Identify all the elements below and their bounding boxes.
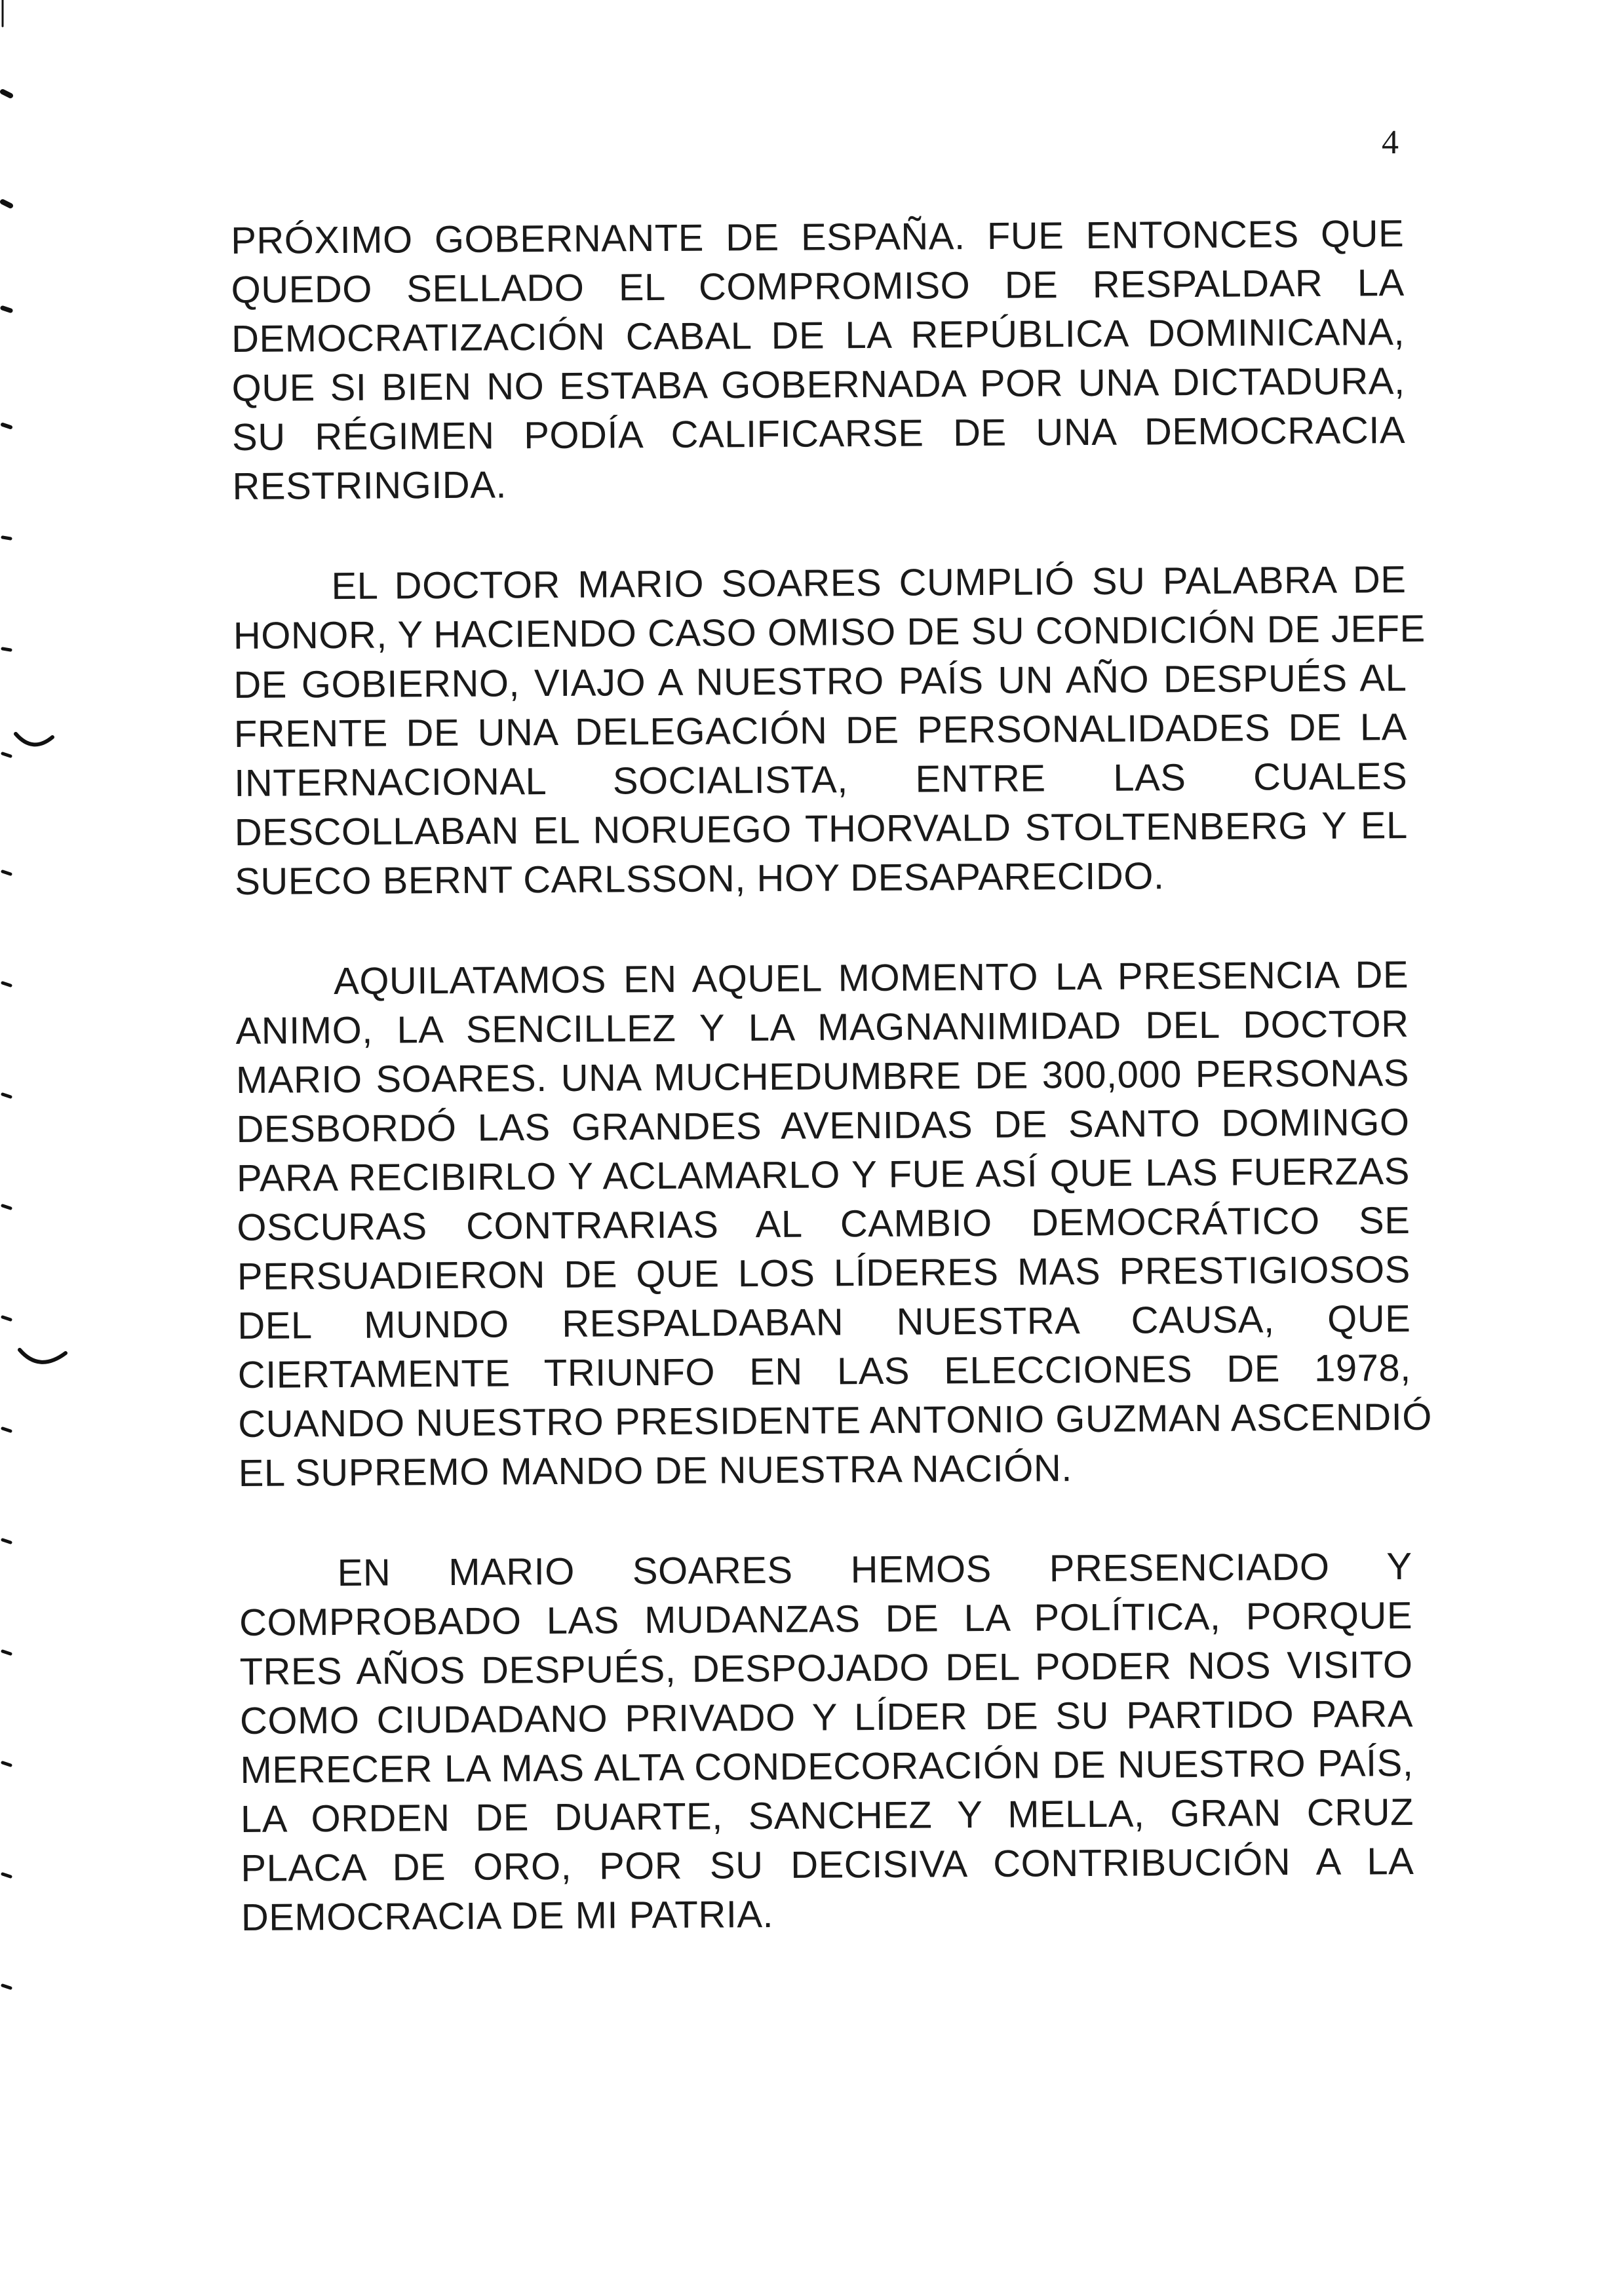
text-line: MERECER LA MAS ALTA CONDECORACIÓN DE NUESTRO PAÍS, bbox=[240, 1742, 1414, 1791]
text-line: INTERNACIONAL SOCIALISTA, ENTRE LAS CUALES bbox=[234, 755, 1408, 805]
text-line: PERSUADIERON DE QUE LOS LÍDERES MAS PRESTIGIOSOS bbox=[237, 1248, 1411, 1298]
page-number: 4 bbox=[1382, 124, 1399, 161]
text-line: RESTRINGIDA. bbox=[232, 463, 507, 508]
text-line: DEL MUNDO RESPALDABAN NUESTRA CAUSA, QUE bbox=[237, 1297, 1411, 1347]
text-line: COMO CIUDADANO PRIVADO Y LÍDER DE SU PARTIDO PARA bbox=[239, 1693, 1414, 1742]
text-line: QUEDO SELLADO EL COMPROMISO DE RESPALDAR LA bbox=[231, 261, 1405, 311]
text-line: ANIMO, LA SENCILLEZ Y LA MAGNANIMIDAD DEL DOCTOR bbox=[235, 1003, 1409, 1052]
text-line: EL DOCTOR MARIO SOARES CUMPLIÓ SU PALABRA DE bbox=[331, 558, 1407, 608]
text-line: EL SUPREMO MANDO DE NUESTRA NACIÓN. bbox=[238, 1447, 1073, 1495]
text-line: MARIO SOARES. UNA MUCHEDUMBRE DE 300,000 PERSONAS bbox=[235, 1052, 1410, 1101]
text-line: SU RÉGIMEN PODÍA CALIFICARSE DE UNA DEMOCRACIA bbox=[231, 409, 1406, 459]
text-line: OSCURAS CONTRARIAS AL CAMBIO DEMOCRÁTICO SE bbox=[237, 1199, 1411, 1249]
text-line: AQUILATAMOS EN AQUEL MOMENTO LA PRESENCIA DE bbox=[333, 953, 1409, 1003]
text-line: FRENTE DE UNA DELEGACIÓN DE PERSONALIDADES DE LA bbox=[233, 706, 1407, 756]
text-line: CUANDO NUESTRO PRESIDENTE ANTONIO GUZMAN ASCENDIÓ bbox=[238, 1395, 1433, 1445]
scan-binding-marks bbox=[0, 0, 92, 2296]
text-line: CIERTAMENTE TRIUNFO EN LAS ELECCIONES DE 1978, bbox=[237, 1347, 1411, 1396]
paragraph-3 bbox=[235, 950, 1433, 1498]
text-line: EN MARIO SOARES HEMOS PRESENCIADO Y bbox=[337, 1545, 1412, 1595]
text-line: DEMOCRATIZACIÓN CABAL DE LA REPÚBLICA DOMINICANA, bbox=[231, 311, 1405, 360]
paragraph-2 bbox=[233, 555, 1426, 906]
document-body bbox=[231, 209, 1433, 1993]
text-line: DESCOLLABAN EL NORUEGO THORVALD STOLTENBERG Y EL bbox=[234, 804, 1408, 854]
text-line: QUE SI BIEN NO ESTABA GOBERNADA POR UNA DICTADURA, bbox=[231, 360, 1405, 410]
text-line: PARA RECIBIRLO Y ACLAMARLO Y FUE ASÍ QUE LAS FUERZAS bbox=[236, 1150, 1411, 1200]
paragraph-1 bbox=[231, 209, 1406, 511]
text-line: DEMOCRACIA DE MI PATRIA. bbox=[241, 1892, 774, 1939]
text-line: HONOR, Y HACIENDO CASO OMISO DE SU CONDICIÓN DE JEFE bbox=[233, 607, 1426, 657]
text-line: SUECO BERNT CARLSSON, HOY DESAPARECIDO. bbox=[235, 854, 1165, 903]
text-line: DE GOBIERNO, VIAJO A NUESTRO PAÍS UN AÑO DESPUÉS AL bbox=[233, 657, 1407, 706]
paragraph-4 bbox=[239, 1542, 1414, 1942]
text-line: TRES AÑOS DESPUÉS, DESPOJADO DEL PODER NOS VISITO bbox=[239, 1643, 1413, 1693]
text-line: PRÓXIMO GOBERNANTE DE ESPAÑA. FUE ENTONCES QUE bbox=[231, 212, 1405, 262]
text-line: PLACA DE ORO, POR SU DECISIVA CONTRIBUCIÓN A LA bbox=[241, 1840, 1414, 1890]
text-line: COMPROBADO LAS MUDANZAS DE LA POLÍTICA, PORQUE bbox=[239, 1594, 1413, 1644]
text-line: LA ORDEN DE DUARTE, SANCHEZ Y MELLA, GRAN CRUZ bbox=[240, 1791, 1414, 1841]
text-line: DESBORDÓ LAS GRANDES AVENIDAS DE SANTO DOMINGO bbox=[236, 1101, 1410, 1151]
